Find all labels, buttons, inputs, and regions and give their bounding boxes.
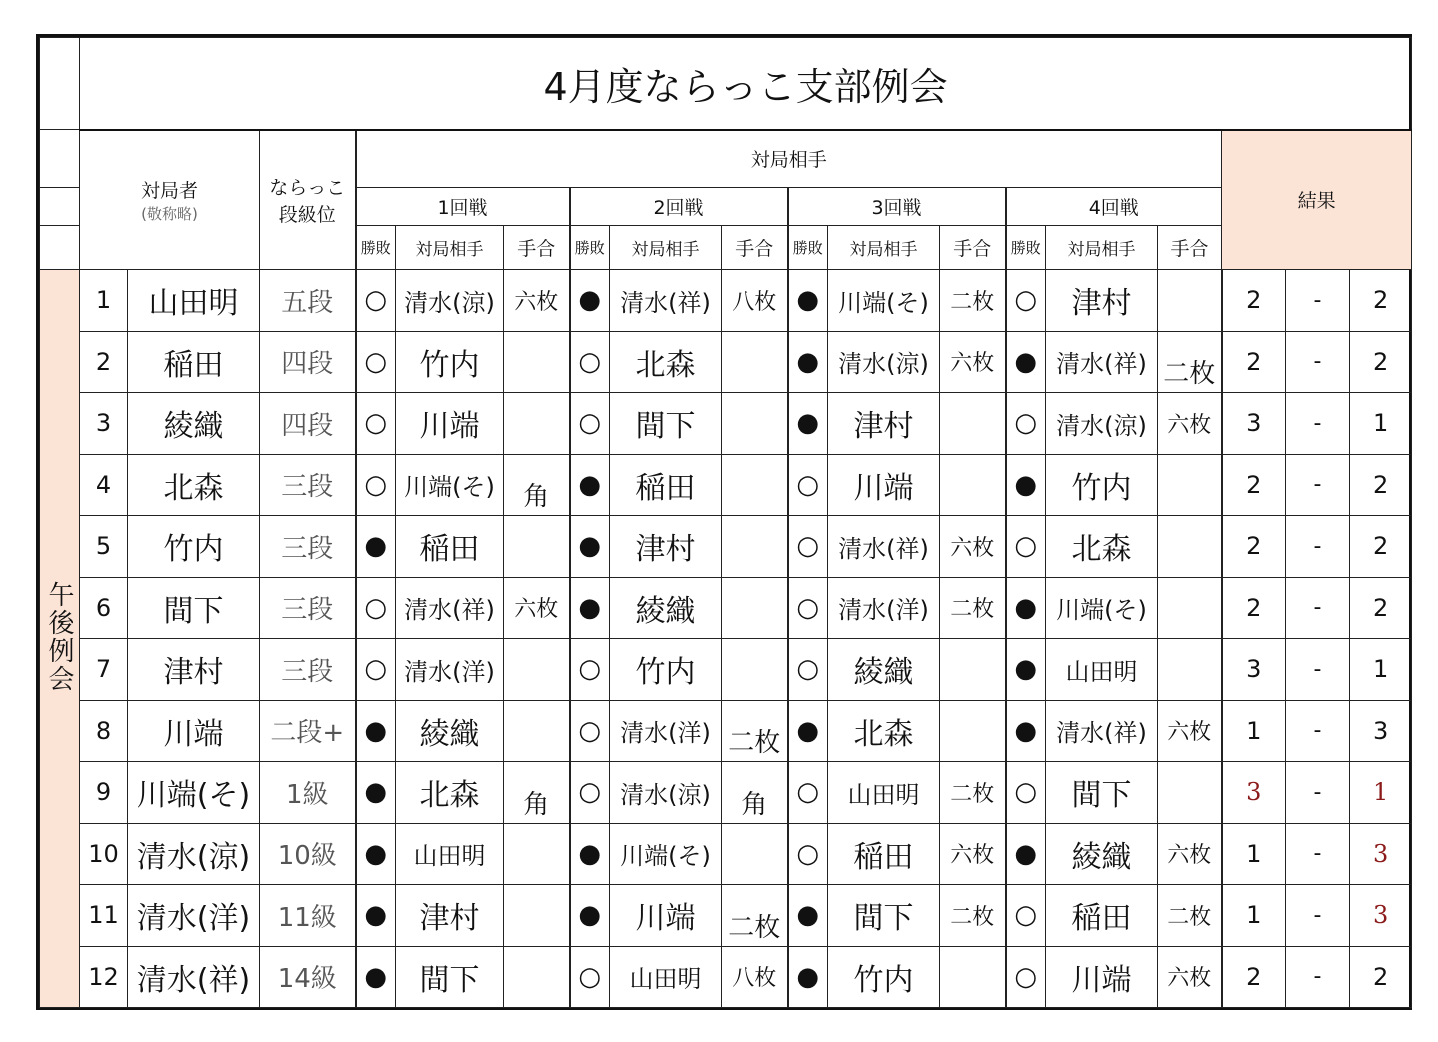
- table-row: [40, 639, 1412, 701]
- result-wins: 3: [1222, 762, 1286, 824]
- table-row: [40, 823, 1412, 885]
- opponent-name: 津村: [396, 885, 504, 947]
- opponent-name: 清水(洋): [828, 577, 940, 639]
- opponent-name: 竹内: [610, 639, 722, 701]
- win-loss-mark: ●: [788, 946, 828, 1008]
- player-name: 北森: [128, 454, 260, 516]
- result-dash: -: [1286, 823, 1350, 885]
- opponent-name: 稲田: [828, 823, 940, 885]
- result-header: 結果: [1222, 130, 1412, 270]
- player-name: 間下: [128, 577, 260, 639]
- opponent-name: 津村: [610, 516, 722, 578]
- handicap-value: [722, 639, 788, 701]
- handicap-value: [940, 454, 1006, 516]
- results-table: [39, 37, 1412, 1008]
- handicap-value: [504, 639, 570, 701]
- handicap-value: [504, 331, 570, 393]
- win-loss-mark: ●: [356, 946, 396, 1008]
- result-dash: -: [1286, 331, 1350, 393]
- opponent-name: 竹内: [396, 331, 504, 393]
- result-dash: -: [1286, 946, 1350, 1008]
- row-number: 6: [80, 577, 128, 639]
- handicap-value: [722, 393, 788, 455]
- row-number: 3: [80, 393, 128, 455]
- player-rank: 五段: [260, 270, 356, 332]
- handicap-value: 六枚: [504, 270, 570, 332]
- player-name: 竹内: [128, 516, 260, 578]
- win-loss-mark: ○: [1006, 885, 1046, 947]
- round-header-2: 2回戦: [570, 188, 788, 226]
- handicap-header-3: 手合: [940, 226, 1006, 270]
- handicap-value: [722, 454, 788, 516]
- result-dash: -: [1286, 639, 1350, 701]
- win-loss-mark: ●: [1006, 454, 1046, 516]
- opponent-name: 間下: [828, 885, 940, 947]
- win-loss-mark: ○: [356, 639, 396, 701]
- row-number: 12: [80, 946, 128, 1008]
- win-loss-mark: ●: [356, 516, 396, 578]
- rank-header-line1: ならっこ: [269, 176, 346, 199]
- opponent-name: 川端: [610, 885, 722, 947]
- table-row: [40, 270, 1412, 332]
- opponent-header-4: 対局相手: [1046, 226, 1158, 270]
- player-rank: 14級: [260, 946, 356, 1008]
- result-losses: 2: [1350, 516, 1412, 578]
- opponent-name: 山田明: [396, 823, 504, 885]
- round-header-3: 3回戦: [788, 188, 1006, 226]
- corner-blank-4: [40, 226, 80, 270]
- handicap-value: [1158, 639, 1222, 701]
- result-losses: 2: [1350, 577, 1412, 639]
- result-wins: 1: [1222, 823, 1286, 885]
- table-row: [40, 885, 1412, 947]
- handicap-value: [504, 946, 570, 1008]
- result-wins: 2: [1222, 270, 1286, 332]
- corner-blank: [40, 38, 80, 130]
- handicap-value: 六枚: [940, 516, 1006, 578]
- handicap-value: 六枚: [1158, 823, 1222, 885]
- opponent-name: 川端(そ): [1046, 577, 1158, 639]
- player-header-note: (敬称略): [141, 204, 198, 223]
- opponent-name: 清水(祥): [396, 577, 504, 639]
- handicap-value: 角: [722, 762, 788, 824]
- player-rank: 三段: [260, 454, 356, 516]
- result-wins: 2: [1222, 454, 1286, 516]
- win-loss-mark: ○: [1006, 946, 1046, 1008]
- result-dash: -: [1286, 454, 1350, 516]
- handicap-value: 二枚: [722, 700, 788, 762]
- handicap-value: [1158, 762, 1222, 824]
- handicap-value: [722, 823, 788, 885]
- win-loss-mark: ●: [356, 823, 396, 885]
- handicap-value: 六枚: [1158, 946, 1222, 1008]
- opponent-name: 稲田: [610, 454, 722, 516]
- win-loss-mark: ●: [788, 885, 828, 947]
- opponent-name: 綾織: [396, 700, 504, 762]
- win-loss-mark: ●: [788, 700, 828, 762]
- table-row: [40, 700, 1412, 762]
- player-rank: 三段: [260, 577, 356, 639]
- handicap-value: [940, 393, 1006, 455]
- player-rank: 三段: [260, 516, 356, 578]
- result-losses: 2: [1350, 331, 1412, 393]
- opponent-name: 綾織: [1046, 823, 1158, 885]
- handicap-header-4: 手合: [1158, 226, 1222, 270]
- handicap-value: 二枚: [940, 885, 1006, 947]
- handicap-value: 二枚: [1158, 331, 1222, 393]
- win-loss-mark: ●: [570, 885, 610, 947]
- handicap-value: [504, 393, 570, 455]
- win-loss-mark: ○: [356, 577, 396, 639]
- handicap-value: [504, 516, 570, 578]
- handicap-value: 二枚: [1158, 885, 1222, 947]
- opponent-name: 津村: [828, 393, 940, 455]
- opponent-name: 北森: [1046, 516, 1158, 578]
- table-row: [40, 393, 1412, 455]
- win-loss-mark: ○: [570, 762, 610, 824]
- result-dash: -: [1286, 700, 1350, 762]
- win-loss-mark: ●: [1006, 823, 1046, 885]
- player-rank: 1級: [260, 762, 356, 824]
- opponent-name: 稲田: [396, 516, 504, 578]
- win-loss-mark: ●: [570, 577, 610, 639]
- wl-header-4: 勝敗: [1006, 226, 1046, 270]
- table-row: [40, 454, 1412, 516]
- results-sheet: [36, 34, 1412, 1010]
- handicap-value: 二枚: [940, 270, 1006, 332]
- handicap-value: [722, 331, 788, 393]
- player-name: 綾織: [128, 393, 260, 455]
- opponent-name: 北森: [396, 762, 504, 824]
- opponent-name: 間下: [1046, 762, 1158, 824]
- handicap-value: [722, 516, 788, 578]
- result-losses: 3: [1350, 823, 1412, 885]
- win-loss-mark: ●: [1006, 331, 1046, 393]
- result-dash: -: [1286, 762, 1350, 824]
- player-name: 山田明: [128, 270, 260, 332]
- win-loss-mark: ○: [1006, 270, 1046, 332]
- win-loss-mark: ○: [1006, 762, 1046, 824]
- row-number: 1: [80, 270, 128, 332]
- player-rank: 11級: [260, 885, 356, 947]
- handicap-value: [1158, 516, 1222, 578]
- player-header: [80, 130, 260, 270]
- handicap-value: 六枚: [940, 331, 1006, 393]
- player-name: 清水(涼): [128, 823, 260, 885]
- opponent-name: 綾織: [610, 577, 722, 639]
- result-losses: 1: [1350, 762, 1412, 824]
- win-loss-mark: ●: [788, 270, 828, 332]
- handicap-value: 六枚: [940, 823, 1006, 885]
- opponent-name: 川端: [828, 454, 940, 516]
- win-loss-mark: ●: [1006, 577, 1046, 639]
- row-number: 2: [80, 331, 128, 393]
- player-rank: 10級: [260, 823, 356, 885]
- handicap-value: [1158, 270, 1222, 332]
- corner-blank-2: [40, 130, 80, 188]
- result-dash: -: [1286, 270, 1350, 332]
- opponent-name: 稲田: [1046, 885, 1158, 947]
- result-wins: 2: [1222, 516, 1286, 578]
- player-rank: 四段: [260, 393, 356, 455]
- handicap-value: 二枚: [940, 577, 1006, 639]
- opponent-name: 川端: [396, 393, 504, 455]
- win-loss-mark: ●: [356, 885, 396, 947]
- result-wins: 3: [1222, 393, 1286, 455]
- opponent-name: 清水(祥): [828, 516, 940, 578]
- win-loss-mark: ●: [1006, 639, 1046, 701]
- win-loss-mark: ●: [356, 762, 396, 824]
- opponent-name: 間下: [396, 946, 504, 1008]
- opponent-name: 清水(涼): [1046, 393, 1158, 455]
- result-wins: 2: [1222, 946, 1286, 1008]
- handicap-value: [504, 700, 570, 762]
- win-loss-mark: ○: [788, 639, 828, 701]
- opponent-name: 川端: [1046, 946, 1158, 1008]
- win-loss-mark: ○: [570, 393, 610, 455]
- win-loss-mark: ●: [1006, 700, 1046, 762]
- result-dash: -: [1286, 516, 1350, 578]
- handicap-value: 八枚: [722, 946, 788, 1008]
- handicap-value: 六枚: [504, 577, 570, 639]
- table-row: [40, 946, 1412, 1008]
- rank-header-line2: 段級位: [278, 203, 336, 226]
- win-loss-mark: ●: [570, 270, 610, 332]
- rank-header: [260, 130, 356, 270]
- result-losses: 2: [1350, 270, 1412, 332]
- win-loss-mark: ○: [788, 577, 828, 639]
- table-row: [40, 331, 1412, 393]
- opponent-name: 清水(祥): [610, 270, 722, 332]
- opponent-name: 山田明: [610, 946, 722, 1008]
- opponent-header-1: 対局相手: [396, 226, 504, 270]
- result-wins: 1: [1222, 700, 1286, 762]
- opponent-name: 川端(そ): [828, 270, 940, 332]
- opponent-header-3: 対局相手: [828, 226, 940, 270]
- win-loss-mark: ●: [788, 393, 828, 455]
- row-number: 7: [80, 639, 128, 701]
- handicap-value: [940, 946, 1006, 1008]
- player-rank: 四段: [260, 331, 356, 393]
- table-row: [40, 516, 1412, 578]
- player-name: 川端(そ): [128, 762, 260, 824]
- wl-header-2: 勝敗: [570, 226, 610, 270]
- opponent-name: 北森: [610, 331, 722, 393]
- opponent-name: 清水(祥): [1046, 331, 1158, 393]
- win-loss-mark: ○: [570, 639, 610, 701]
- opponent-header-2: 対局相手: [610, 226, 722, 270]
- win-loss-mark: ○: [570, 700, 610, 762]
- result-losses: 2: [1350, 454, 1412, 516]
- opponent-name: 川端(そ): [610, 823, 722, 885]
- win-loss-mark: ○: [788, 762, 828, 824]
- win-loss-mark: ○: [788, 823, 828, 885]
- win-loss-mark: ○: [356, 270, 396, 332]
- win-loss-mark: ●: [356, 700, 396, 762]
- result-losses: 1: [1350, 393, 1412, 455]
- opponent-name: 綾織: [828, 639, 940, 701]
- win-loss-mark: ●: [570, 823, 610, 885]
- result-wins: 1: [1222, 885, 1286, 947]
- handicap-value: 八枚: [722, 270, 788, 332]
- result-wins: 3: [1222, 639, 1286, 701]
- handicap-value: [504, 823, 570, 885]
- win-loss-mark: ○: [356, 393, 396, 455]
- win-loss-mark: ●: [788, 331, 828, 393]
- row-number: 11: [80, 885, 128, 947]
- wl-header-1: 勝敗: [356, 226, 396, 270]
- opponent-name: 清水(洋): [610, 700, 722, 762]
- section-label: 午後例会: [44, 580, 74, 693]
- win-loss-mark: ○: [570, 946, 610, 1008]
- row-number: 9: [80, 762, 128, 824]
- player-name: 津村: [128, 639, 260, 701]
- opponent-name: 清水(涼): [610, 762, 722, 824]
- player-rank: 二段+: [260, 700, 356, 762]
- handicap-value: 六枚: [1158, 393, 1222, 455]
- handicap-value: 角: [504, 762, 570, 824]
- opponent-name: 清水(洋): [396, 639, 504, 701]
- section-label-cell: [40, 270, 80, 1008]
- result-losses: 3: [1350, 885, 1412, 947]
- opponent-name: 山田明: [828, 762, 940, 824]
- handicap-value: [1158, 454, 1222, 516]
- handicap-value: [940, 700, 1006, 762]
- handicap-value: 角: [504, 454, 570, 516]
- opponent-name: 清水(涼): [828, 331, 940, 393]
- result-losses: 1: [1350, 639, 1412, 701]
- opponent-name: 間下: [610, 393, 722, 455]
- handicap-value: [504, 885, 570, 947]
- table-row: [40, 577, 1412, 639]
- win-loss-mark: ○: [788, 516, 828, 578]
- handicap-value: [722, 577, 788, 639]
- player-rank: 三段: [260, 639, 356, 701]
- win-loss-mark: ○: [1006, 393, 1046, 455]
- opponent-name: 竹内: [1046, 454, 1158, 516]
- result-wins: 2: [1222, 331, 1286, 393]
- result-dash: -: [1286, 577, 1350, 639]
- row-number: 10: [80, 823, 128, 885]
- opponent-name: 清水(涼): [396, 270, 504, 332]
- result-dash: -: [1286, 393, 1350, 455]
- win-loss-mark: ○: [356, 331, 396, 393]
- row-number: 5: [80, 516, 128, 578]
- result-wins: 2: [1222, 577, 1286, 639]
- player-name: 川端: [128, 700, 260, 762]
- win-loss-mark: ○: [570, 331, 610, 393]
- round-header-4: 4回戦: [1006, 188, 1222, 226]
- opponent-name: 山田明: [1046, 639, 1158, 701]
- handicap-header-1: 手合: [504, 226, 570, 270]
- corner-blank-3: [40, 188, 80, 226]
- opponent-name: 北森: [828, 700, 940, 762]
- win-loss-mark: ●: [570, 516, 610, 578]
- opponents-header: 対局相手: [356, 130, 1222, 188]
- wl-header-3: 勝敗: [788, 226, 828, 270]
- handicap-value: [940, 639, 1006, 701]
- handicap-value: 二枚: [722, 885, 788, 947]
- table-row: [40, 762, 1412, 824]
- result-losses: 3: [1350, 700, 1412, 762]
- opponent-name: 竹内: [828, 946, 940, 1008]
- handicap-value: 六枚: [1158, 700, 1222, 762]
- player-header-label: 対局者: [140, 179, 198, 202]
- result-dash: -: [1286, 885, 1350, 947]
- handicap-value: [1158, 577, 1222, 639]
- page-title: 4月度ならっこ支部例会: [80, 38, 1412, 130]
- win-loss-mark: ●: [570, 454, 610, 516]
- win-loss-mark: ○: [1006, 516, 1046, 578]
- row-number: 8: [80, 700, 128, 762]
- player-name: 清水(洋): [128, 885, 260, 947]
- player-name: 稲田: [128, 331, 260, 393]
- opponent-name: 清水(祥): [1046, 700, 1158, 762]
- result-losses: 2: [1350, 946, 1412, 1008]
- opponent-name: 川端(そ): [396, 454, 504, 516]
- win-loss-mark: ○: [788, 454, 828, 516]
- handicap-value: 二枚: [940, 762, 1006, 824]
- handicap-header-2: 手合: [722, 226, 788, 270]
- opponent-name: 津村: [1046, 270, 1158, 332]
- player-name: 清水(祥): [128, 946, 260, 1008]
- round-header-1: 1回戦: [356, 188, 570, 226]
- row-number: 4: [80, 454, 128, 516]
- win-loss-mark: ○: [356, 454, 396, 516]
